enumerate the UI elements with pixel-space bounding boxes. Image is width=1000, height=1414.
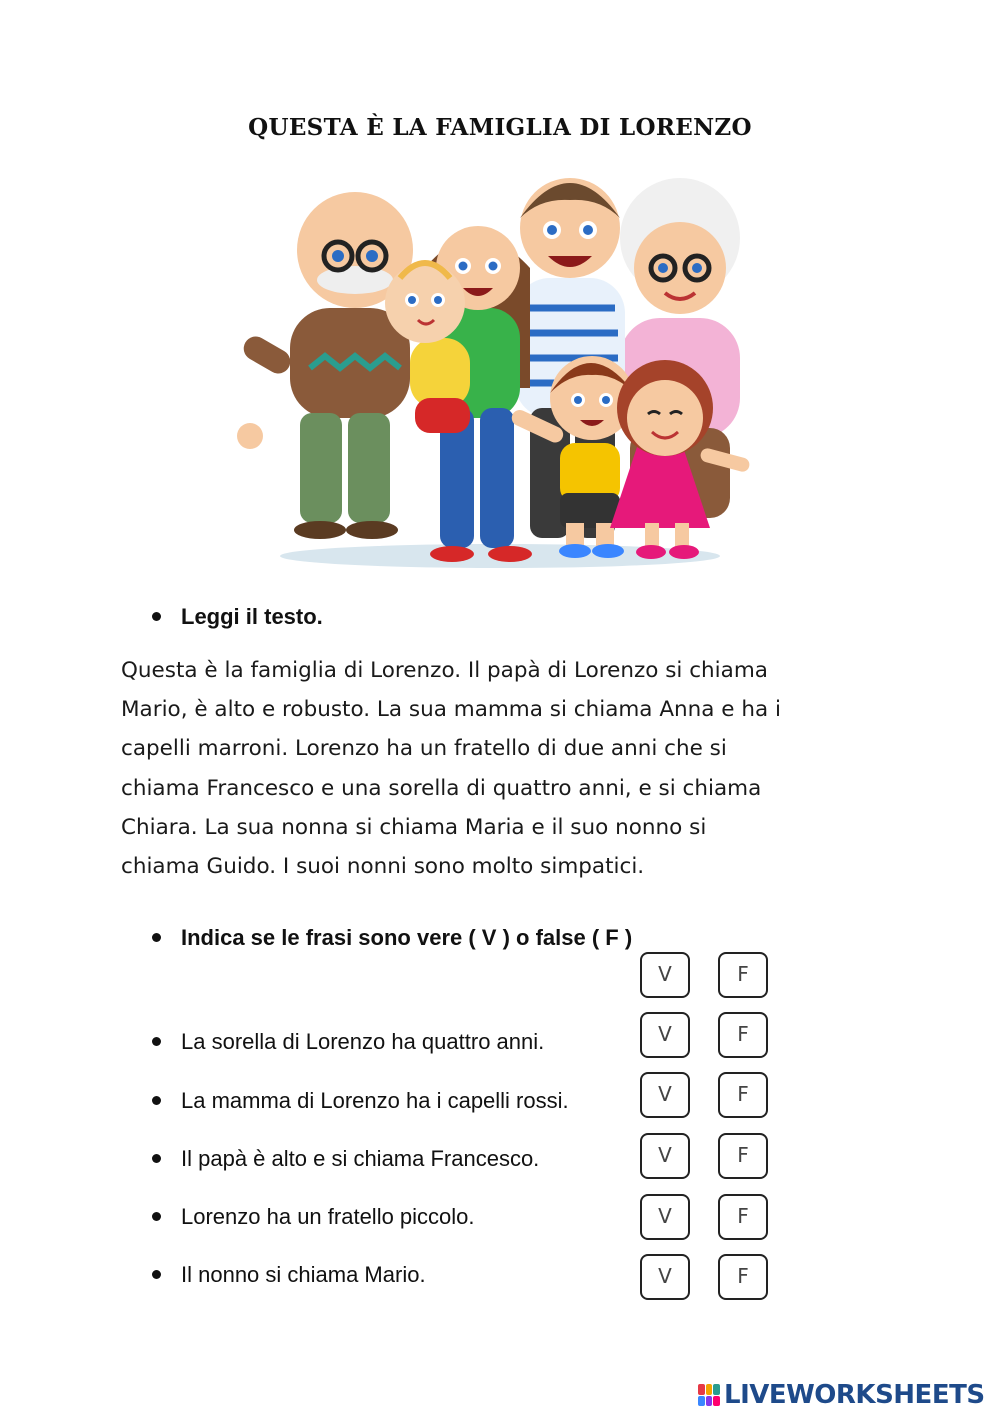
bullet-dot [152,933,161,942]
instruction-read [152,604,323,630]
statement-item [152,1146,539,1172]
paragraph-line: chiama Guido. I suoi nonni sono molto simpatici. [121,854,645,880]
bullet-dot [152,1096,161,1105]
statement-text: Lorenzo ha un fratello piccolo. [181,1204,475,1229]
false-box-3[interactable]: F [718,1133,768,1179]
statement-text: Il nonno si chiama Mario. [181,1262,426,1287]
paragraph-line: Questa è la famiglia di Lorenzo. Il papà di Lorenzo si chiama [121,658,768,683]
false-box-5[interactable]: F [718,1254,768,1300]
paragraph-line: Mario, è alto e robusto. La sua mamma si chiama Anna e ha i [121,697,781,723]
story-paragraph [121,651,881,886]
statement-item [152,1262,426,1288]
bullet-dot [152,1154,161,1163]
true-box-1[interactable]: V [640,1012,690,1058]
liveworksheets-logo [698,1380,985,1410]
statement-text: Il papà è alto e si chiama Francesco. [181,1146,540,1171]
false-box-1[interactable]: F [718,1012,768,1058]
bullet-dot [152,612,161,621]
paragraph-line: capelli marroni. Lorenzo ha un fratello di due anni che si [121,736,727,762]
instruction-read-text: Leggi il testo. [181,604,323,629]
statement-text: La mamma di Lorenzo ha i capelli rossi. [181,1088,569,1113]
logo-square [706,1396,713,1407]
family-cartoon-illustration [230,168,770,578]
statement-item [152,1088,569,1114]
true-box-3[interactable]: V [640,1133,690,1179]
logo-square [713,1396,720,1407]
true-box-2[interactable]: V [640,1072,690,1118]
grandpa-figure [237,192,413,539]
instruction-true-false [152,925,632,951]
header-true-box: V [640,952,690,998]
header-false-box: F [718,952,768,998]
statement-item [152,1204,475,1230]
bullet-dot [152,1037,161,1046]
statement-text: La sorella di Lorenzo ha quattro anni. [181,1029,545,1054]
logo-square [698,1396,705,1407]
worksheet-title: QUESTA È LA FAMIGLIA DI LORENZO [248,114,752,141]
false-box-2[interactable]: F [718,1072,768,1118]
true-box-4[interactable]: V [640,1194,690,1240]
true-box-5[interactable]: V [640,1254,690,1300]
bullet-dot [152,1212,161,1221]
statement-item [152,1029,544,1055]
paragraph-line: chiama Francesco e una sorella di quattro anni, e si chiama [121,775,762,801]
logo-square [698,1384,705,1395]
false-box-4[interactable]: F [718,1194,768,1240]
liveworksheets-logo-icon [698,1384,720,1406]
logo-square [713,1384,720,1395]
paragraph-line: Chiara. La sua nonna si chiama Maria e il suo nonno si [121,814,707,840]
bullet-dot [152,1270,161,1279]
logo-square [706,1384,713,1395]
instruction-tf-text: Indica se le frasi sono vere ( V ) o false ( F ) [181,925,633,950]
logo-text: LIVEWORKSHEETS [724,1380,985,1410]
